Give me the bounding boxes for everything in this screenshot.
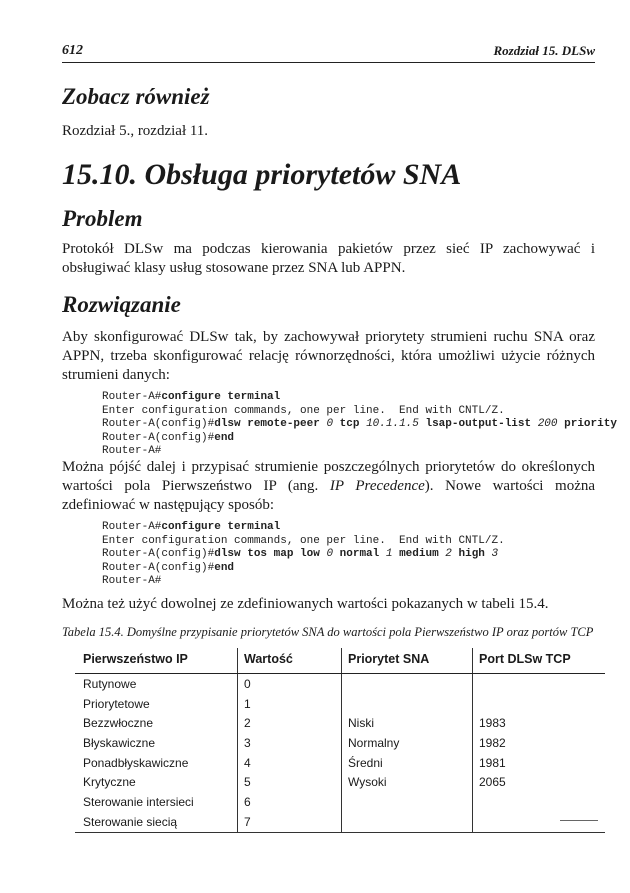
code-command: end	[214, 431, 235, 444]
page-number: 612	[62, 43, 83, 58]
code-text: Router-A(config)#	[102, 561, 215, 574]
code-block-1	[102, 391, 617, 459]
code-text: Router-A#	[102, 575, 162, 587]
table-cell: Średni	[342, 753, 473, 773]
paragraph-2-text-end: ). Nowe wartości można zdefiniować w następujący sposób:	[62, 478, 596, 513]
table-row	[75, 772, 605, 792]
table-cell: Sterowanie siecią	[75, 812, 238, 832]
code-command: configure terminal	[161, 391, 281, 403]
table-cell: 1981	[473, 753, 606, 773]
paragraph-2-text-start: Można pójść dalej i przypisać strumienie poszczególnych priorytetów do określonych wartości pola Pierwszeństwo IP (ang.	[62, 459, 595, 494]
code-text: Enter configuration commands, one per line. End with CNTL/Z.	[102, 404, 505, 417]
table-cell: 0	[238, 674, 342, 694]
code-command: priority	[557, 418, 617, 430]
code-command: dlsw remote-peer	[214, 418, 327, 430]
table-cell: Wysoki	[342, 772, 473, 792]
table-cell: Ponadbłyskawiczne	[83, 755, 189, 770]
table-cell: Priorytetowe	[83, 696, 150, 711]
code-command: normal	[333, 548, 386, 560]
code-command: configure terminal	[161, 521, 281, 533]
code-text: Router-A(config)#	[102, 548, 215, 560]
table-row	[75, 694, 605, 714]
code-parameter: 0	[326, 418, 334, 430]
solution-paragraph-1: Aby skonfigurować DLSw tak, by zachowywał priorytety strumieni ruchu SNA oraz APPN, trzeba skonfigurować relację równorzędności, która umożliwi użycie różnych strumieni danych:	[62, 329, 595, 383]
code-text: Router-A#	[102, 445, 162, 457]
code-parameter: 0	[326, 548, 334, 560]
table-cell: 4	[238, 753, 342, 773]
column-header: Pierwszeństwo IP	[75, 648, 238, 674]
table-cell: 1983	[473, 713, 606, 733]
code-text: Router-A(config)#	[102, 418, 215, 430]
code-parameter: 3	[491, 548, 499, 560]
table-row	[75, 753, 605, 773]
table-cell: 6	[238, 792, 342, 812]
code-parameter: 10.1.1.5	[366, 418, 419, 430]
table-cell	[342, 792, 473, 812]
table-row	[75, 733, 605, 753]
code-parameter: 1	[385, 548, 393, 560]
code-text: Router-A#	[102, 521, 162, 533]
table-cell	[342, 694, 473, 714]
column-header: Port DLSw TCP	[473, 648, 606, 674]
code-command: dlsw tos map low	[214, 548, 327, 560]
table-cell: Krytyczne	[83, 775, 136, 790]
see-also-text: Rozdział 5., rozdział 11.	[62, 123, 209, 139]
column-header: Priorytet SNA	[342, 648, 473, 674]
problem-text: Protokół DLSw ma podczas kierowania pakietów przez sieć IP zachowywać i obsługiwać klasy usług stosowane przez SNA lub APPN.	[62, 241, 595, 276]
table-cell: 5	[238, 772, 342, 792]
code-command: lsap-output-list	[418, 418, 538, 430]
table-cell: Rutynowe	[83, 676, 137, 691]
table-cell	[342, 674, 473, 694]
section-title: 15.10. Obsługa priorytetów SNA	[62, 158, 462, 191]
code-command: high	[451, 548, 492, 560]
table-cell	[473, 812, 606, 832]
table-cell: 1	[238, 694, 342, 714]
solution-paragraph-3: Można też użyć dowolnej ze zdefiniowanych wartości pokazanych w tabeli 15.4.	[62, 596, 549, 612]
code-parameter: 200	[537, 418, 558, 430]
see-also-heading: Zobacz również	[62, 84, 210, 109]
code-text: Router-A#	[102, 391, 162, 403]
table-cell	[342, 812, 473, 832]
page-header	[62, 40, 595, 63]
priority-table	[75, 648, 605, 833]
table-cell: 2065	[473, 772, 606, 792]
solution-paragraph-2	[62, 458, 595, 515]
table-cell: 2	[238, 713, 342, 733]
code-command: end	[214, 561, 235, 574]
table-cell: Bezzwłoczne	[83, 716, 154, 731]
table-cell: Niski	[342, 713, 473, 733]
code-parameter: 2	[445, 548, 452, 560]
table-row	[75, 713, 605, 733]
column-header: Wartość	[238, 648, 342, 674]
solution-heading: Rozwiązanie	[62, 292, 181, 317]
code-block-2	[102, 521, 505, 589]
table-cell: 1982	[473, 733, 606, 753]
table-cell: Sterowanie intersieci	[83, 794, 194, 809]
table-row	[75, 674, 605, 694]
problem-heading: Problem	[62, 206, 143, 231]
table-end-rule	[560, 820, 598, 821]
table-cell: Normalny	[342, 733, 473, 753]
table-cell: 7	[238, 812, 342, 832]
table-row	[75, 812, 605, 832]
code-command: medium	[392, 548, 446, 560]
code-text: Router-A(config)#	[102, 431, 215, 444]
table-cell	[473, 792, 606, 812]
running-title: Rozdział 15. DLSw	[493, 43, 595, 58]
code-text: Enter configuration commands, one per line. End with CNTL/Z.	[102, 534, 505, 547]
table-cell	[473, 674, 606, 694]
paragraph-2-term: IP Precedence	[329, 478, 425, 494]
code-command: tcp	[333, 418, 367, 430]
table-cell: Błyskawiczne	[83, 735, 156, 750]
table-row	[75, 792, 605, 812]
table-cell	[473, 694, 606, 714]
table-cell: 3	[238, 733, 342, 753]
table-header-row	[75, 648, 605, 674]
table-caption: Tabela 15.4. Domyślne przypisanie priorytetów SNA do wartości pola Pierwszeństwo IP oraz portów TCP	[62, 625, 594, 639]
